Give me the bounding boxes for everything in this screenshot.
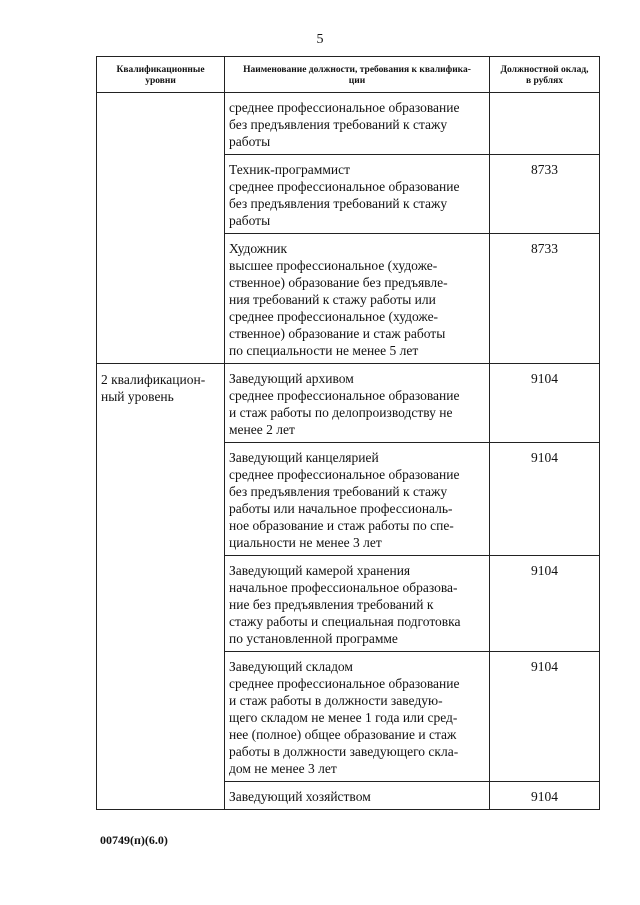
position-cell xyxy=(225,364,490,443)
position-requirements: среднее профессиональное образование и стаж работы в должности заведую- щего складом не менее 1 года или сред- нее (полное) общее образование и стаж работы в должности заведующего скла- дом не менее 3 лет xyxy=(229,676,460,776)
salary-cell xyxy=(490,93,600,155)
salary-cell: 9104 xyxy=(490,364,600,443)
position-cell xyxy=(225,234,490,364)
salary-cell: 8733 xyxy=(490,155,600,234)
document-code: 00749(п)(6.0) xyxy=(100,833,168,847)
qualification-level-cell: 2 квалификацион- ный уровень xyxy=(97,364,225,810)
position-requirements: среднее профессиональное образование без предъявления требований к стажу работы или начальное профессиональ- ное образование и стаж работы по спе- циальности не менее 3 лет xyxy=(229,467,460,550)
position-cell xyxy=(225,556,490,652)
position-cell xyxy=(225,652,490,782)
table-row xyxy=(97,93,600,155)
position-cell xyxy=(225,93,490,155)
position-requirements: среднее профессиональное образование и стаж работы по делопроизводству не менее 2 лет xyxy=(229,388,460,437)
position-title: Художник xyxy=(229,241,288,256)
position-requirements: начальное профессиональное образова- ние без предъявления требований к стажу работы и специальная подготовка по установленной программе xyxy=(229,580,461,646)
position-cell xyxy=(225,782,490,810)
salary-cell: 9104 xyxy=(490,652,600,782)
table-header-row xyxy=(97,57,600,93)
page-number: 5 xyxy=(316,32,324,47)
table-row xyxy=(97,364,600,443)
position-requirements: среднее профессиональное образование без предъявления требований к стажу работы xyxy=(229,179,460,228)
position-cell xyxy=(225,155,490,234)
salary-cell: 9104 xyxy=(490,556,600,652)
salary-cell: 9104 xyxy=(490,782,600,810)
header-qualification-levels: Квалификационные уровни xyxy=(97,57,225,93)
position-title: Заведующий канцелярией xyxy=(229,450,379,465)
position-requirements: высшее профессиональное (художе- ственное) образование без предъявле- ния требований к стажу работы или среднее профессиональное (художе- ственное) образование и стаж работы по специальности не менее 5 лет xyxy=(229,258,448,358)
position-title: Заведующий хозяйством xyxy=(229,789,371,804)
position-cell xyxy=(225,443,490,556)
salary-cell: 9104 xyxy=(490,443,600,556)
position-title: Заведующий складом xyxy=(229,659,353,674)
position-title: Заведующий архивом xyxy=(229,371,354,386)
qualification-level-cell xyxy=(97,93,225,364)
position-title: Техник-программист xyxy=(229,162,351,177)
salary-table xyxy=(96,56,600,810)
header-position-requirements: Наименование должности, требования к квалифика- ции xyxy=(225,57,490,93)
position-requirements: среднее профессиональное образование без предъявления требований к стажу работы xyxy=(229,100,460,149)
position-title: Заведующий камерой хранения xyxy=(229,563,411,578)
salary-cell: 8733 xyxy=(490,234,600,364)
header-salary: Должностной оклад, в рублях xyxy=(490,57,600,93)
